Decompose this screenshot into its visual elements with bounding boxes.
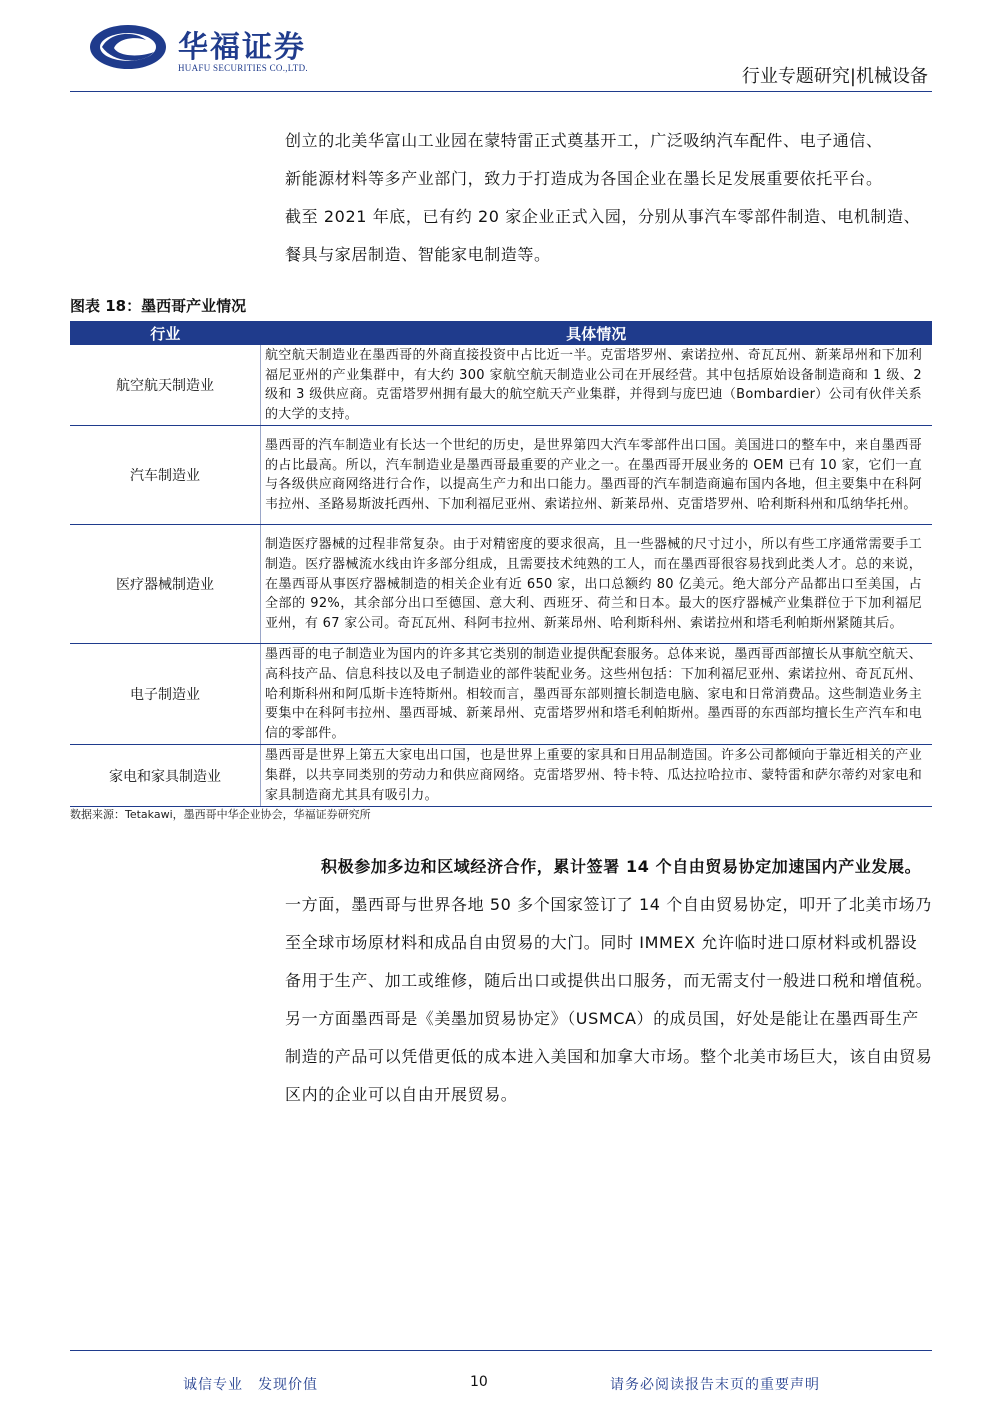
intro-line-2: 新能源材料等多产业部门，致力于打造成为各国企业在墨长足发展重要依托平台。 xyxy=(285,169,883,188)
data-source-note: 数据来源：Tetakawi，墨西哥中华企业协会，华福证券研究所 xyxy=(70,808,371,821)
header-divider xyxy=(70,91,932,92)
table-row xyxy=(70,644,932,745)
figure-title: 图表 18：墨西哥产业情况 xyxy=(70,297,247,315)
footer-disclaimer: 请务必阅读报告末页的重要声明 xyxy=(610,1377,820,1393)
detail-cell: 墨西哥的电子制造业为国内的许多其它类别的制造业提供配套服务。总体来说，墨西哥西部擅长从事航空航天、高科技产品、信息科技以及电子制造业的部件装配业务。这些州包括：下加利福尼亚州、索诺拉州、奇瓦瓦州、哈利斯科州和阿瓜斯卡连特斯州。相较而言，墨西哥东部则擅长制造电脑、家电和日常消费品。这些制造业务主要集中在科阿韦拉州、墨西哥城、新莱昂州、克雷塔罗州和塔毛利帕斯州。墨西哥的东西部均擅长生产汽车和电信的零部件。 xyxy=(261,644,933,745)
table-row xyxy=(70,426,932,525)
column-header-detail: 具体情况 xyxy=(261,321,933,345)
detail-cell: 制造医疗器械的过程非常复杂。由于对精密度的要求很高，且一些器械的尺寸过小，所以有些工序通常需要手工制造。医疗器械流水线由许多部分组成，且需要技术纯熟的工人，而在墨西哥很容易找到此类人才。总的来说，在墨西哥从事医疗器械制造的相关企业有近 650 家，出口总额约 80 亿美元。绝大部分产品都出口至美国，占全部的 92%，其余部分出口至德国、意大利、西班牙、荷兰和日本。最大的医疗器械产业集群位于下加利福尼亚州，有 67 家公司。奇瓦瓦州、科阿韦拉州、新莱昂州、哈利斯科州、索诺拉州和塔毛利帕斯州紧随其后。 xyxy=(261,525,933,644)
industry-table xyxy=(70,321,932,807)
trade-agreements-paragraph xyxy=(285,848,933,1114)
column-header-industry: 行业 xyxy=(70,321,261,345)
section-heading: 积极参加多边和区域经济合作，累计签署 14 个自由贸易协定加速国内产业发展。 xyxy=(321,857,922,876)
industry-cell: 电子制造业 xyxy=(70,644,261,745)
industry-cell: 汽车制造业 xyxy=(70,426,261,525)
industry-cell: 航空航天制造业 xyxy=(70,345,261,426)
page-number: 10 xyxy=(470,1374,488,1390)
intro-paragraph xyxy=(285,122,933,274)
intro-line-4: 餐具与家居制造、智能家电制造等。 xyxy=(285,245,551,264)
table-row xyxy=(70,345,932,426)
intro-line-3: 截至 2021 年底，已有约 20 家企业正式入园，分别从事汽车零部件制造、电机制造、 xyxy=(285,207,921,226)
detail-cell: 航空航天制造业在墨西哥的外商直接投资中占比近一半。克雷塔罗州、索诺拉州、奇瓦瓦州、新莱昂州和下加利福尼亚州的产业集群中，有大约 300 家航空航天制造业公司在开展经营。其中包括原始设备制造商和 1 级、2 级和 3 级供应商。克雷塔罗州拥有最大的航空航天产业集群，并得到与庞巴迪（Bombardier）公司有伙伴关系的大学的支持。 xyxy=(261,345,933,426)
table-row xyxy=(70,525,932,644)
detail-cell: 墨西哥的汽车制造业有长达一个世纪的历史，是世界第四大汽车零部件出口国。美国进口的整车中，来自墨西哥的占比最高。所以，汽车制造业是墨西哥最重要的产业之一。在墨西哥开展业务的 OEM 已有 10 家，它们一直与各级供应商网络进行合作，以提高生产力和出口能力。墨西哥的汽车制造商遍布国内各地，但主要集中在科阿韦拉州、圣路易斯波托西州、下加利福尼亚州、索诺拉州、新莱昂州、克雷塔罗州、哈利斯科州和瓜纳华托州。 xyxy=(261,426,933,525)
industry-cell: 医疗器械制造业 xyxy=(70,525,261,644)
huafu-logo-icon xyxy=(88,22,168,72)
brand-name-cn: 华福证券 xyxy=(178,30,306,65)
report-category: 行业专题研究|机械设备 xyxy=(741,66,928,87)
industry-cell: 家电和家具制造业 xyxy=(70,745,261,807)
intro-line-1: 创立的北美华富山工业园在蒙特雷正式奠基开工，广泛吸纳汽车配件、电子通信、 xyxy=(285,131,883,150)
footer-slogan: 诚信专业 发现价值 xyxy=(183,1377,318,1393)
brand-name-en: HUAFU SECURITIES CO.,LTD. xyxy=(178,63,308,73)
footer-divider xyxy=(70,1350,932,1351)
section-body: 一方面，墨西哥与世界各地 50 多个国家签订了 14 个自由贸易协定，叩开了北美市场乃至全球市场原材料和成品自由贸易的大门。同时 IMMEX 允许临时进口原材料或机器设备用于生产、加工或维修，随后出口或提供出口服务，而无需支付一般进口税和增值税。另一方面墨西哥是《美墨加贸易协定》（USMCA）的成员国，好处是能让在墨西哥生产制造的产品可以凭借更低的成本进入美国和加拿大市场。整个北美市场巨大，该自由贸易区内的企业可以自由开展贸易。 xyxy=(285,895,933,1104)
detail-cell: 墨西哥是世界上第五大家电出口国，也是世界上重要的家具和日用品制造国。许多公司都倾向于靠近相关的产业集群，以共享同类别的劳动力和供应商网络。克雷塔罗州、特卡特、瓜达拉哈拉市、蒙特雷和萨尔蒂约对家电和家具制造商尤其具有吸引力。 xyxy=(261,745,933,807)
table-header-row xyxy=(70,321,932,345)
table-row xyxy=(70,745,932,807)
